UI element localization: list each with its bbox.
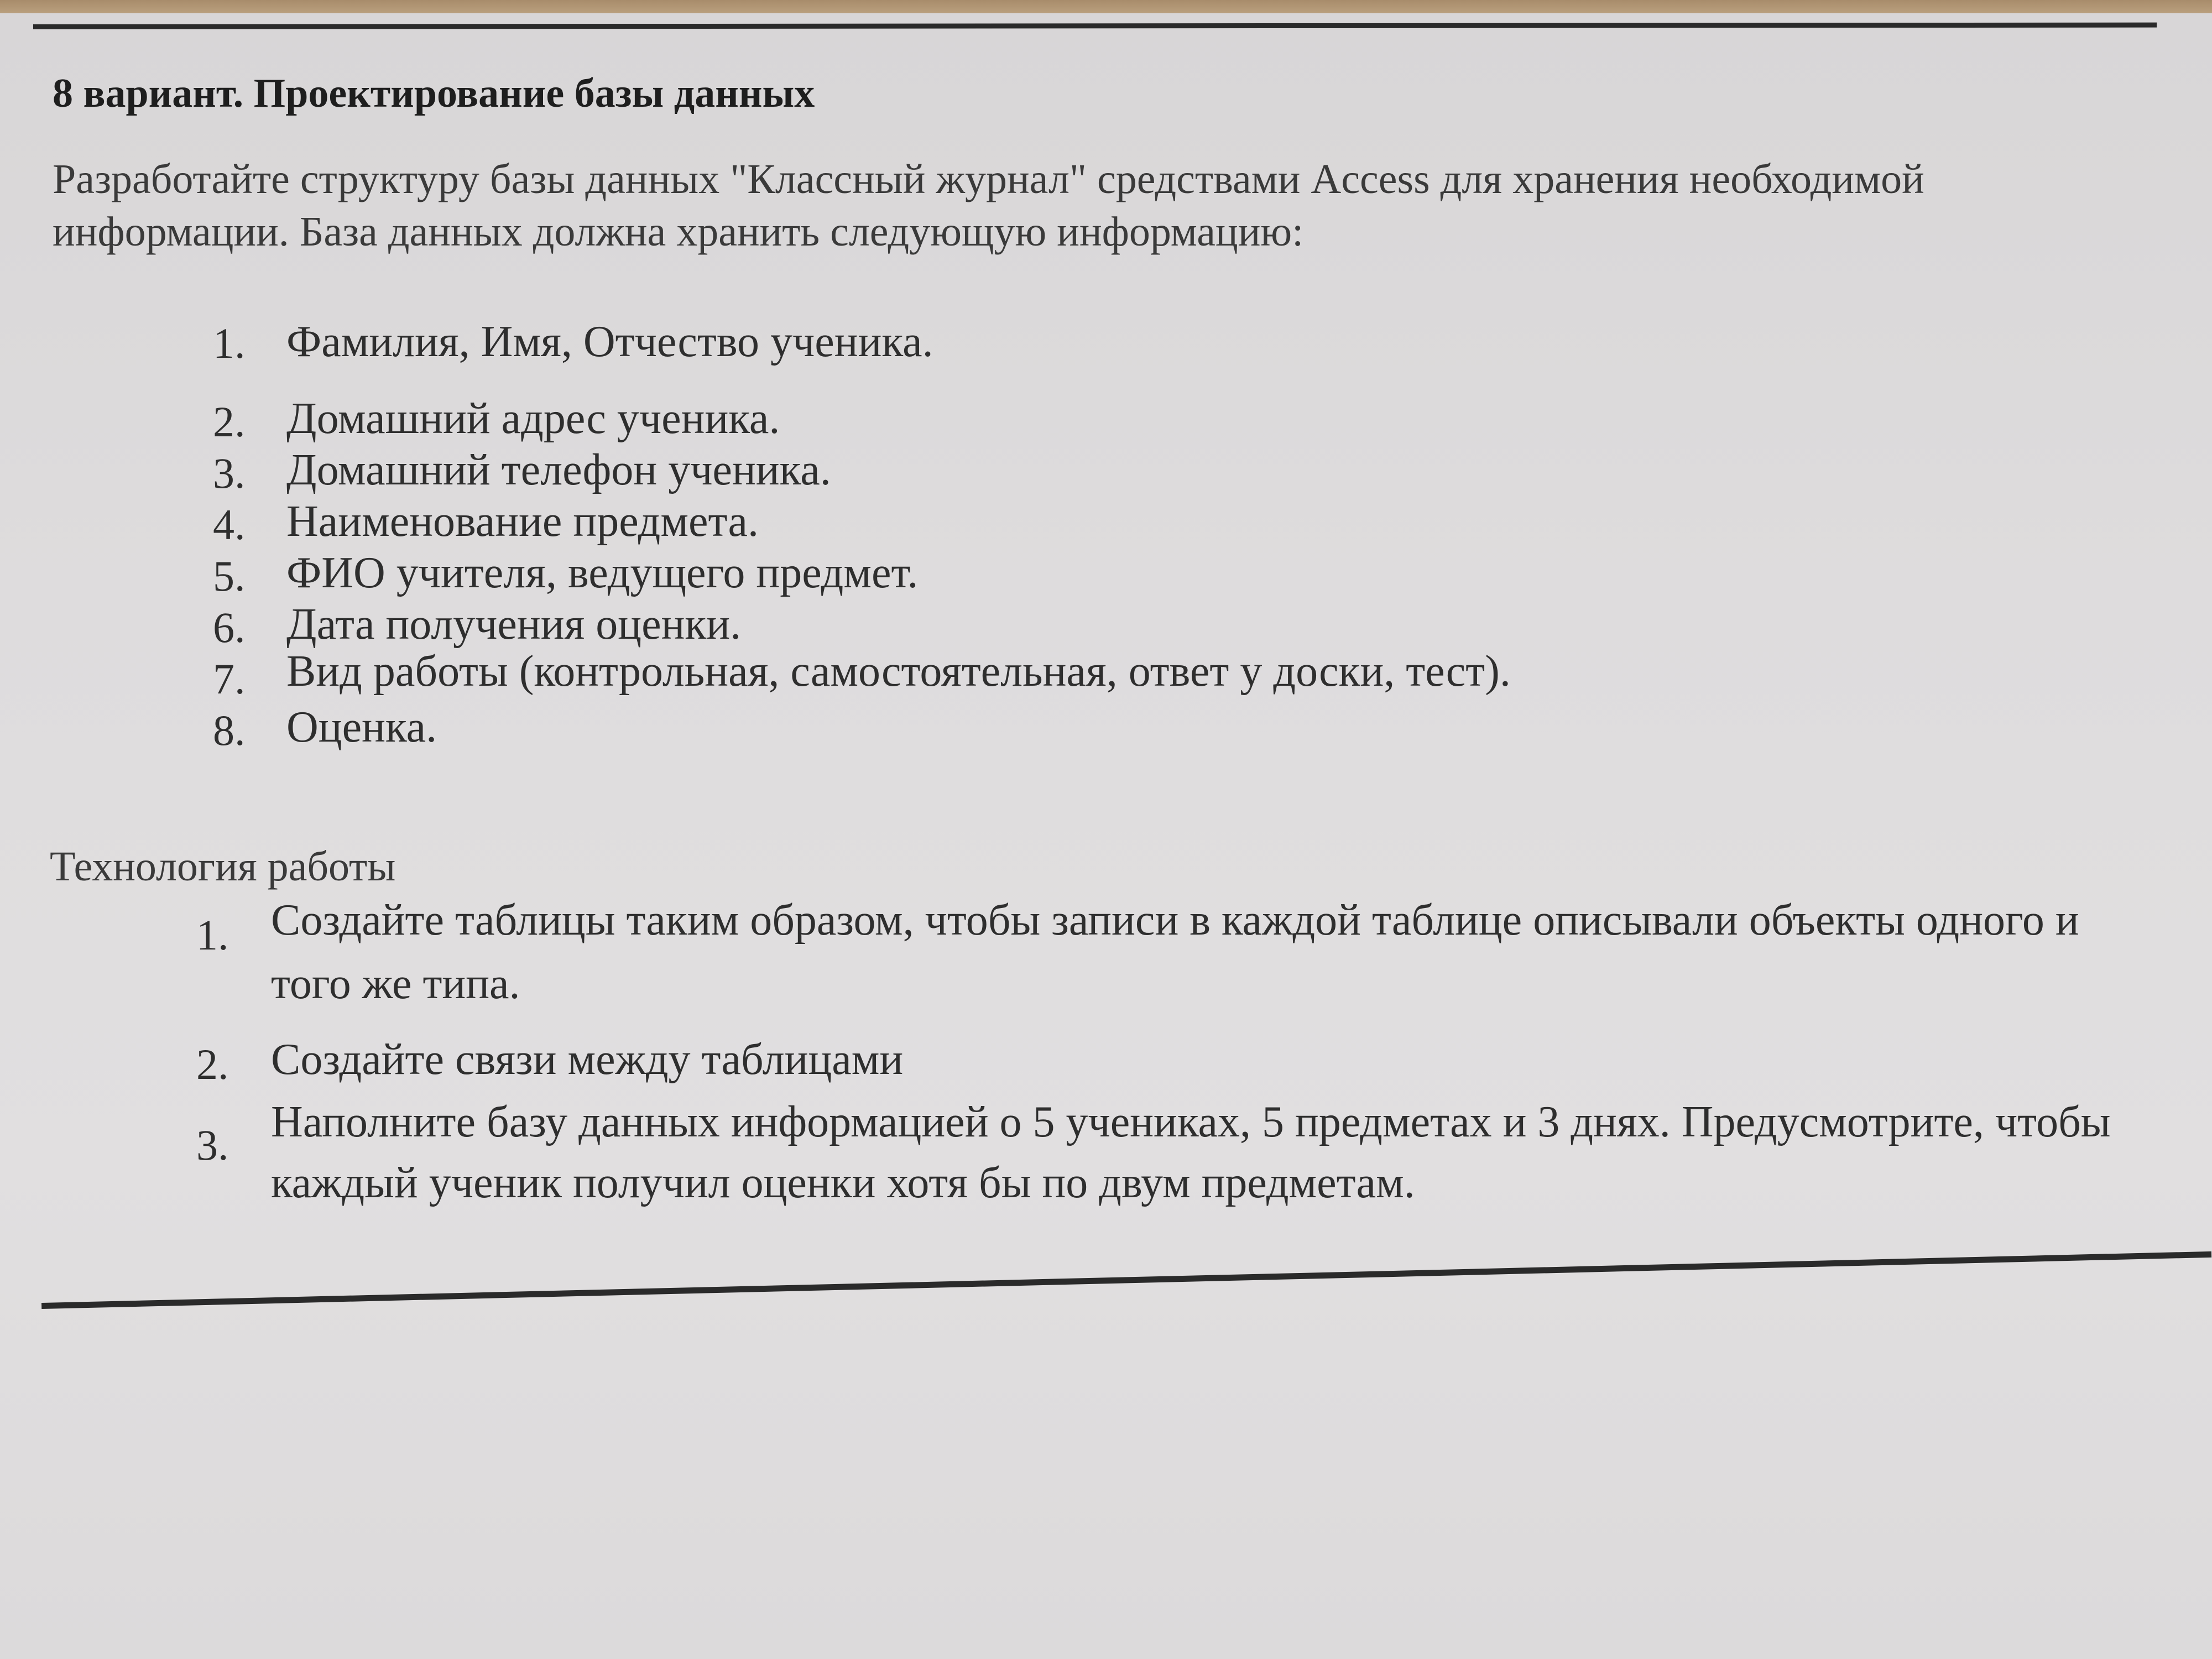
info-item-number: 1. [213, 319, 246, 367]
step-line: Создайте связи между таблицами [271, 1035, 904, 1084]
info-item-text: Фамилия, Имя, Отчество ученика. [286, 317, 933, 366]
info-item-number: 4. [213, 500, 246, 549]
intro-line-2: информации. База данных должна хранить следующую информацию: [53, 208, 1304, 255]
step-number: 3. [196, 1121, 229, 1169]
top-rule-line [33, 23, 2157, 29]
info-item-text: Домашний адрес ученика. [286, 394, 780, 443]
info-item-text: Вид работы (контрольная, самостоятельная, ответ у доски, тест). [286, 647, 1511, 696]
paper-sheet [0, 13, 2212, 1659]
info-item-number: 6. [213, 603, 246, 651]
info-item-number: 5. [213, 552, 246, 600]
step-line: Создайте таблицы таким образом, чтобы записи в каждой таблице описывали объекты одного и [271, 896, 2079, 945]
step-line: Наполните базу данных информацией о 5 учениках, 5 предметах и 3 днях. Предусмотрите, чтобы [271, 1098, 2111, 1146]
step-number: 1. [196, 911, 229, 959]
info-item-number: 7. [213, 655, 246, 703]
info-item-text: Оценка. [286, 703, 437, 752]
bottom-rule-line [41, 1251, 2211, 1309]
info-item-text: Наименование предмета. [286, 497, 759, 546]
document-title: 8 вариант. Проектирование базы данных [53, 71, 815, 116]
step-line: того же типа. [271, 959, 520, 1008]
technology-heading: Технология работы [50, 843, 396, 890]
info-item-text: Домашний телефон ученика. [286, 446, 831, 494]
info-item-text: Дата получения оценки. [286, 600, 742, 649]
info-item-number: 3. [213, 449, 246, 497]
info-item-number: 2. [213, 398, 246, 446]
step-number: 2. [196, 1040, 229, 1088]
info-item-text: ФИО учителя, ведущего предмет. [286, 549, 919, 597]
step-line: каждый ученик получил оценки хотя бы по двум предметам. [271, 1159, 1415, 1207]
info-item-number: 8. [213, 706, 246, 754]
intro-line-1: Разработайте структуру базы данных "Классный журнал" средствами Access для хранения необходимой [53, 156, 1924, 202]
